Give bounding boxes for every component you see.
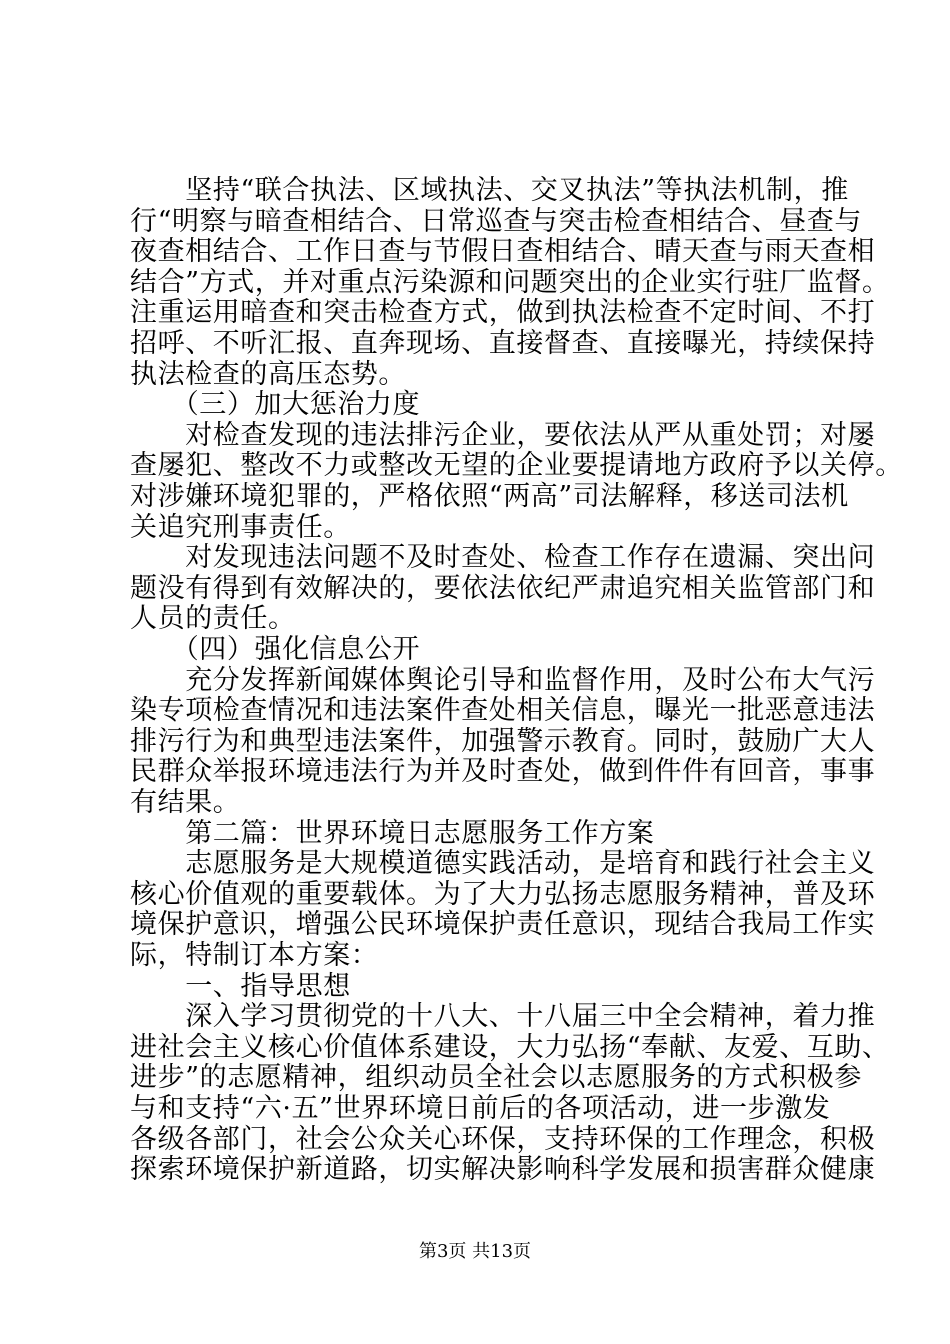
text-line: 民群众举报环境违法行为并及时查处，做到件件有回音，事事 [130, 756, 876, 788]
text-line: 充分发挥新闻媒体舆论引导和监督作用，及时公布大气污 [130, 664, 876, 696]
section-heading: （四）强化信息公开 [130, 634, 421, 665]
text-line: 进步”的志愿精神，组织动员全社会以志愿服务的方式积极参 [130, 1062, 863, 1094]
section-heading: 一、指导思想 [130, 970, 351, 1002]
text-line: 对检查发现的违法排污企业，要依法从严从重处罚；对屡 [130, 419, 876, 451]
text-line: 招呼、不听汇报、直奔现场、直接督查、直接曝光，持续保持 [130, 328, 876, 359]
text-line: 关追究刑事责任。 [130, 511, 351, 543]
text-line: 际，特制订本方案： [130, 940, 379, 971]
chapter-heading: 第二篇：世界环境日志愿服务工作方案 [130, 817, 655, 849]
text-line: 志愿服务是大规模道德实践活动，是培育和践行社会主义 [130, 848, 876, 880]
text-line: 坚持“联合执法、区域执法、交叉执法”等执法机制，推 [130, 175, 849, 206]
page-footer: 第3页 共13页 [418, 1241, 532, 1262]
text-line: 染专项检查情况和违法案件查处相关信息，曝光一批恶意违法 [130, 695, 876, 727]
text-line: 对涉嫌环境犯罪的，严格依照“两高”司法解释，移送司法机 [130, 481, 849, 512]
text-line: 深入学习贯彻党的十八大、十八届三中全会精神，着力推 [130, 1001, 876, 1033]
text-line: 境保护意识，增强公民环境保护责任意识，现结合我局工作实 [130, 909, 876, 941]
text-line: 执法检查的高压态势。 [130, 358, 406, 390]
text-line: 题没有得到有效解决的，要依法依纪严肃追究相关监管部门和 [130, 572, 876, 604]
text-line: 注重运用暗查和突击检查方式，做到执法检查不定时间、不打 [130, 297, 876, 329]
text-line: 对发现违法问题不及时查处、检查工作存在遗漏、突出问 [130, 542, 876, 574]
text-line: 与和支持“六·五”世界环境日前后的各项活动，进一步激发 [130, 1093, 831, 1124]
text-line: 有结果。 [130, 787, 241, 818]
section-heading: （三）加大惩治力度 [130, 389, 421, 421]
text-line: 进社会主义核心价值体系建设，大力弘扬“奉献、友爱、互助、 [130, 1031, 890, 1063]
text-line: 夜查相结合、工作日查与节假日查相结合、晴天查与雨天查相 [130, 236, 876, 268]
text-line: 结合”方式，并对重点污染源和问题突出的企业实行驻厂监督。 [130, 266, 890, 298]
text-line: 行“明察与暗查相结合、日常巡查与突击检查相结合、昼查与 [130, 205, 863, 237]
text-line: 探索环境保护新道路，切实解决影响科学发展和损害群众健康 [130, 1154, 876, 1186]
text-line: 查屡犯、整改不力或整改无望的企业要提请地方政府予以关停。 [130, 450, 903, 482]
text-line: 各级各部门，社会公众关心环保，支持环保的工作理念，积极 [130, 1123, 876, 1155]
text-line: 核心价值观的重要载体。为了大力弘扬志愿服务精神，普及环 [130, 878, 876, 910]
text-line: 人员的责任。 [130, 603, 296, 635]
text-line: 排污行为和典型违法案件，加强警示教育。同时，鼓励广大人 [130, 725, 876, 757]
